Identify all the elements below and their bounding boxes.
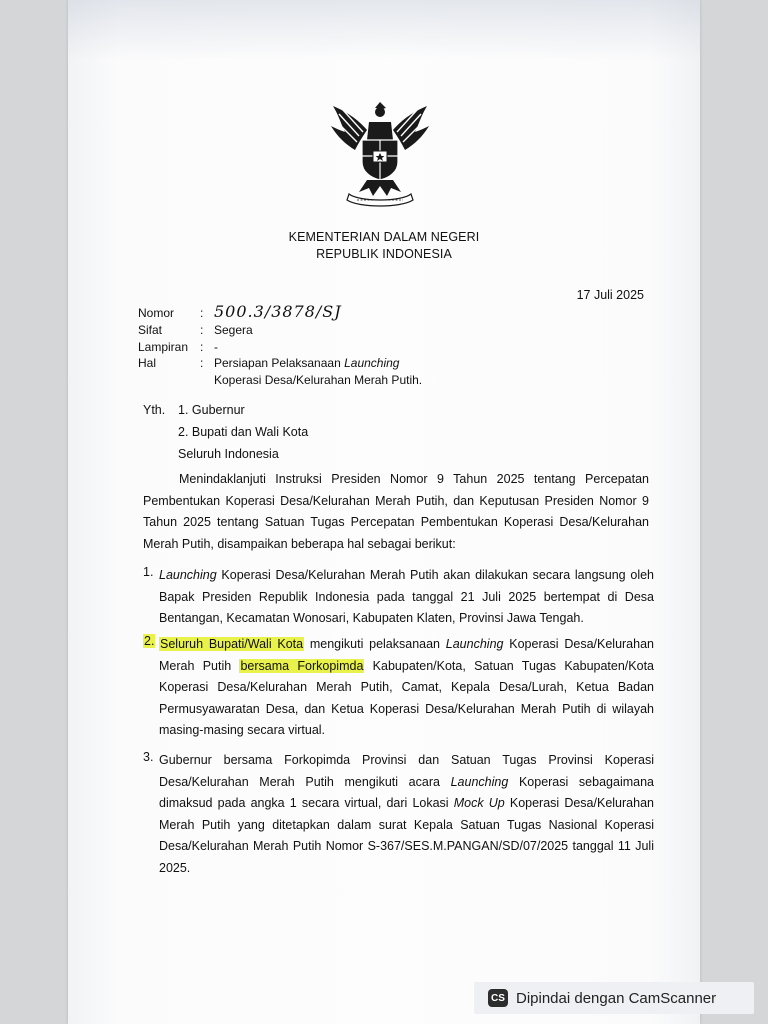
launching-italic: Launching — [450, 774, 509, 789]
item-3-text-b: Koperasi sebagaimana dimaksud pada angka 1 secara virtual, dari Lokasi — [159, 774, 654, 811]
letter-date: 17 Juli 2025 — [576, 288, 644, 302]
garuda-emblem — [329, 96, 431, 208]
item-2-text-b: Koperasi Desa/Kelurahan Merah Putih — [159, 637, 654, 673]
recipient-3: Seluruh Indonesia — [178, 447, 279, 461]
mockup-italic: Mock Up — [453, 796, 505, 811]
camscanner-icon: CS — [488, 989, 508, 1007]
highlight-forkopimda: bersama Forkopimda — [240, 658, 364, 673]
item-3-text-a: Gubernur bersama Forkopimda Provinsi dan Satuan Tugas Provinsi Koperasi Desa/Kelurahan Merah Putih mengikuti acara — [159, 753, 654, 789]
item-2-text-a: mengikuti pelaksanaan — [304, 637, 446, 651]
item-number — [143, 634, 155, 648]
item-1-text: Koperasi Desa/Kelurahan Merah Putih akan dilakukan secara langsung oleh Bapak Presiden Republik Indonesia pada tanggal 21 Juli 2025 bertempat di Desa Bentangan, Kecamatan Wonosari, Kabupaten Klaten, Provinsi Jawa Tengah. — [159, 568, 654, 626]
intro-paragraph: Menindaklanjuti Instruksi Presiden Nomor 9 Tahun 2025 tentang Percepatan Pembentukan Koperasi Desa/Kelurahan Merah Putih, dan Keputusan Presiden Nomor 9 Tahun 2025 tentang Satuan Tugas Percepatan Pembentukan Koperasi Desa/Kelurahan Merah Putih, disampaikan beberapa hal sebagai berikut: — [143, 472, 649, 551]
sifat-value: Segera — [214, 323, 253, 337]
sifat-label: Sifat — [138, 323, 163, 337]
hal-value-line2: Koperasi Desa/Kelurahan Merah Putih. — [214, 373, 423, 387]
item-number: 1. — [143, 565, 154, 579]
recipient-1: 1. Gubernur — [178, 403, 245, 417]
launching-italic: Launching — [159, 568, 217, 582]
ministry-name: KEMENTERIAN DALAM NEGERI — [288, 230, 480, 244]
hal-value-line1 — [214, 356, 399, 370]
lampiran-value: - — [214, 340, 218, 354]
colon: : — [200, 323, 204, 337]
item-number: 3. — [143, 750, 154, 764]
colon: : — [200, 340, 204, 354]
item-2 — [159, 634, 654, 742]
highlight-bupati: Seluruh Bupati/Wali Kota — [160, 637, 304, 651]
camscanner-text: Dipindai dengan CamScanner — [516, 989, 717, 1007]
hal-prefix: Persiapan Pelaksanaan — [214, 356, 345, 370]
item-3 — [159, 750, 654, 880]
country-name: REPUBLIK INDONESIA — [316, 247, 452, 261]
nomor-label: Nomor — [138, 306, 175, 320]
launching-italic: Launching — [445, 637, 504, 651]
item-2-text-c: Kabupaten/Kota, Satuan Tugas Kabupaten/Kota Koperasi Desa/Kelurahan Merah Putih, Camat, Kepala Desa/Lurah, Ketua Badan Permusyawaratan Desa, dan Ketua Koperasi Desa/Kelurahan Merah Putih di wilayah masing-masing secara virtual. — [159, 658, 654, 738]
hal-label: Hal — [138, 356, 157, 370]
nomor-value: 500.3/3878/SJ — [214, 302, 342, 321]
colon: : — [200, 356, 204, 370]
lampiran-label: Lampiran — [138, 340, 189, 354]
item-3-text-c: Koperasi Desa/Kelurahan Merah Putih yang ditetapkan dalam surat Kepala Satuan Tugas Nasional Koperasi Desa/Kelurahan Merah Putih Nomor S-367/SES.M.PANGAN/SD/07/2025 tanggal 11 Juli 2025. — [159, 796, 654, 875]
recipient-2: 2. Bupati dan Wali Kota — [178, 425, 309, 439]
colon: : — [200, 306, 204, 320]
camscanner-watermark — [474, 982, 754, 1014]
item-1 — [159, 565, 654, 630]
hal-italic: Launching — [344, 356, 400, 370]
item-2-number: 2. — [144, 634, 155, 648]
yth-label: Yth. — [143, 403, 166, 417]
